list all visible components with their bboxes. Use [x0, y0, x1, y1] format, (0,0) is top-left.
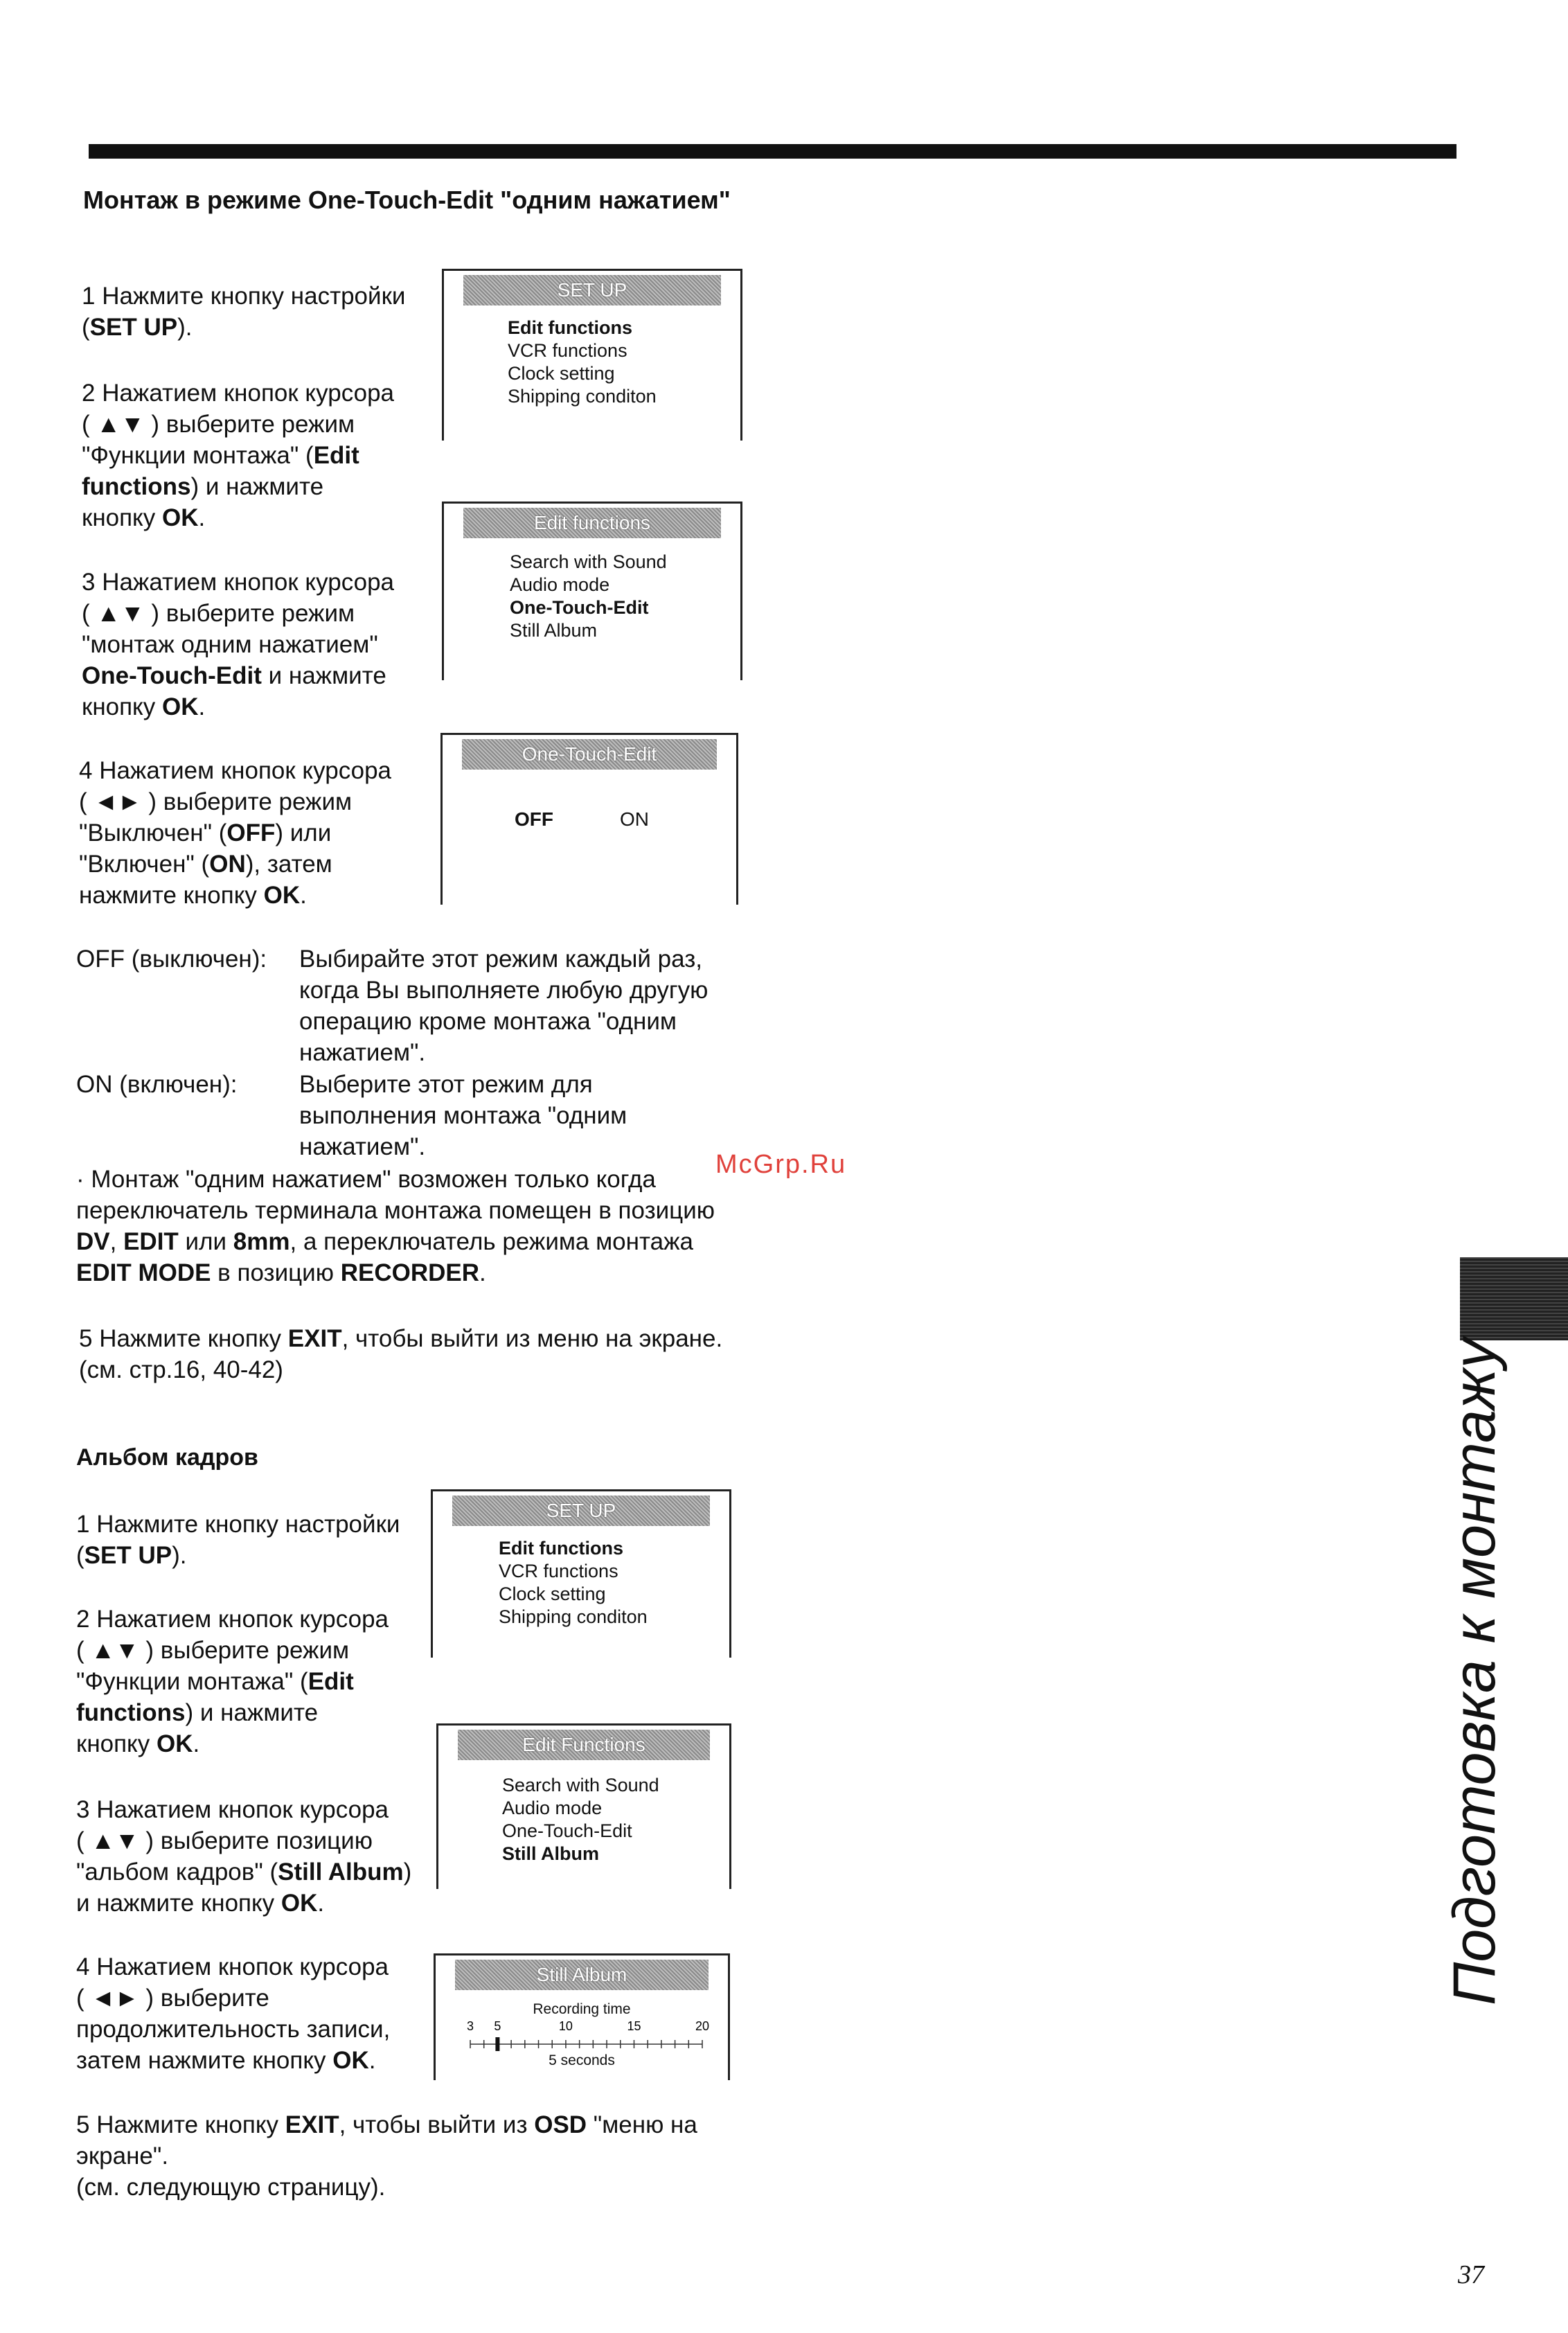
osd-header: Still Album — [455, 1960, 709, 1990]
osd-item: VCR functions — [508, 340, 627, 361]
scale-tick-label: 10 — [558, 2019, 573, 2033]
section-tab-marker — [1460, 1257, 1568, 1340]
step3-one-touch: 3 Нажатием кнопок курсора ( ▲▼ ) выберите режим "монтаж одним нажатием" One-Touch-Edit и нажмите кнопку OK. — [82, 569, 395, 720]
step2-one-touch: 2 Нажатием кнопок курсора ( ▲▼ ) выберите режим "Функции монтажа" (Edit functions) и нажмите кнопку OK. — [82, 380, 395, 531]
def-off-desc: Выбирайте этот режим каждый раз, когда Вы выполняете любую другую операцию кроме монтажа "одним нажатием". — [299, 946, 709, 1066]
osd-item: Clock setting — [499, 1584, 606, 1604]
osd-edit-functions-menu — [442, 502, 742, 680]
osd-setup-menu — [442, 269, 742, 441]
osd-one-touch-edit-menu — [440, 733, 738, 905]
page-number: 37 — [1458, 2260, 1484, 2289]
osd-item: VCR functions — [499, 1561, 618, 1581]
step1-one-touch: 1 Нажмите кнопку настройки (SET UP). — [82, 283, 406, 341]
chapter-title-vertical: Подготовка к монтажу — [1441, 1338, 1508, 2005]
def-on-desc: Выберите этот режим для выполнения монтажа "одним нажатием". — [299, 1071, 627, 1160]
selected-seconds-label: 5 seconds — [549, 2052, 615, 2068]
def-on-term: ON (включен): — [76, 1071, 238, 1098]
step1-still-album: 1 Нажмите кнопку настройки (SET UP). — [76, 1511, 400, 1569]
recording-time-label: Recording time — [533, 2001, 631, 2017]
scale-tick-label: 3 — [466, 2019, 474, 2033]
osd-header: SET UP — [463, 275, 721, 305]
def-off-term: OFF (выключен): — [76, 946, 267, 973]
osd-header: Edit functions — [463, 508, 721, 538]
osd-item: Audio mode — [502, 1798, 603, 1818]
top-rule — [89, 144, 1456, 159]
osd-header: SET UP — [452, 1496, 710, 1526]
osd-item: Audio mode — [510, 574, 610, 595]
osd-item: Still Album — [510, 620, 598, 641]
step3-still-album: 3 Нажатием кнопок курсора ( ▲▼ ) выберите позицию "альбом кадров" (Still Album) и нажмите кнопку OK. — [76, 1796, 412, 1917]
osd-item: Shipping conditon — [508, 386, 657, 407]
scale-tick-label: 5 — [494, 2019, 501, 2033]
osd-item: Still Album — [502, 1843, 599, 1864]
step4-still-album: 4 Нажатием кнопок курсора ( ◄► ) выберите продолжительность записи, затем нажмите кнопку OK. — [76, 1953, 391, 2074]
osd-header: One-Touch-Edit — [462, 739, 717, 770]
selected-time-marker[interactable] — [495, 2037, 499, 2051]
section-title-still-album: Альбом кадров — [76, 1444, 258, 1471]
osd-item: Search with Sound — [502, 1775, 659, 1795]
section-title-one-touch-edit: Монтаж в режиме One-Touch-Edit "одним нажатием" — [83, 186, 731, 214]
osd-edit-functions-menu-2 — [436, 1723, 731, 1889]
osd-item: Shipping conditon — [499, 1606, 648, 1627]
osd-header: Edit Functions — [458, 1730, 710, 1760]
osd-item: One-Touch-Edit — [502, 1820, 632, 1841]
step5-still-album: 5 Нажмите кнопку EXIT, чтобы выйти из OSD "меню на экране". (см. следующую страницу). — [76, 2111, 697, 2201]
osd-item: Search with Sound — [510, 551, 667, 572]
step5-one-touch: 5 Нажмите кнопку EXIT, чтобы выйти из меню на экране. (см. стр.16, 40-42) — [79, 1325, 723, 1383]
osd-still-album-menu — [434, 1953, 730, 2080]
scale-tick-label: 20 — [695, 2019, 709, 2033]
osd-item: Edit functions — [508, 317, 632, 338]
osd-item: One-Touch-Edit — [510, 597, 649, 618]
osd-option-on: ON — [620, 808, 649, 830]
scale-tick-label: 15 — [627, 2019, 641, 2033]
osd-item: Edit functions — [499, 1538, 623, 1559]
watermark: McGrp.Ru — [715, 1150, 847, 1179]
osd-setup-menu-2 — [431, 1489, 731, 1658]
osd-item: Clock setting — [508, 363, 615, 384]
step2-still-album: 2 Нажатием кнопок курсора ( ▲▼ ) выберите режим "Функции монтажа" (Edit functions) и нажмите кнопку OK. — [76, 1606, 389, 1757]
osd-option-off: OFF — [515, 808, 553, 830]
step4-one-touch: 4 Нажатием кнопок курсора ( ◄► ) выберите режим "Выключен" (OFF) или "Включен" (ON), затем нажмите кнопку OK. — [79, 757, 392, 909]
edit-mode-note: · Монтаж "одним нажатием" возможен только когда переключатель терминала монтажа помещен в позицию DV, EDIT или 8mm, а переключатель режима монтажа EDIT MODE в позицию RECORDER. — [76, 1166, 715, 1286]
